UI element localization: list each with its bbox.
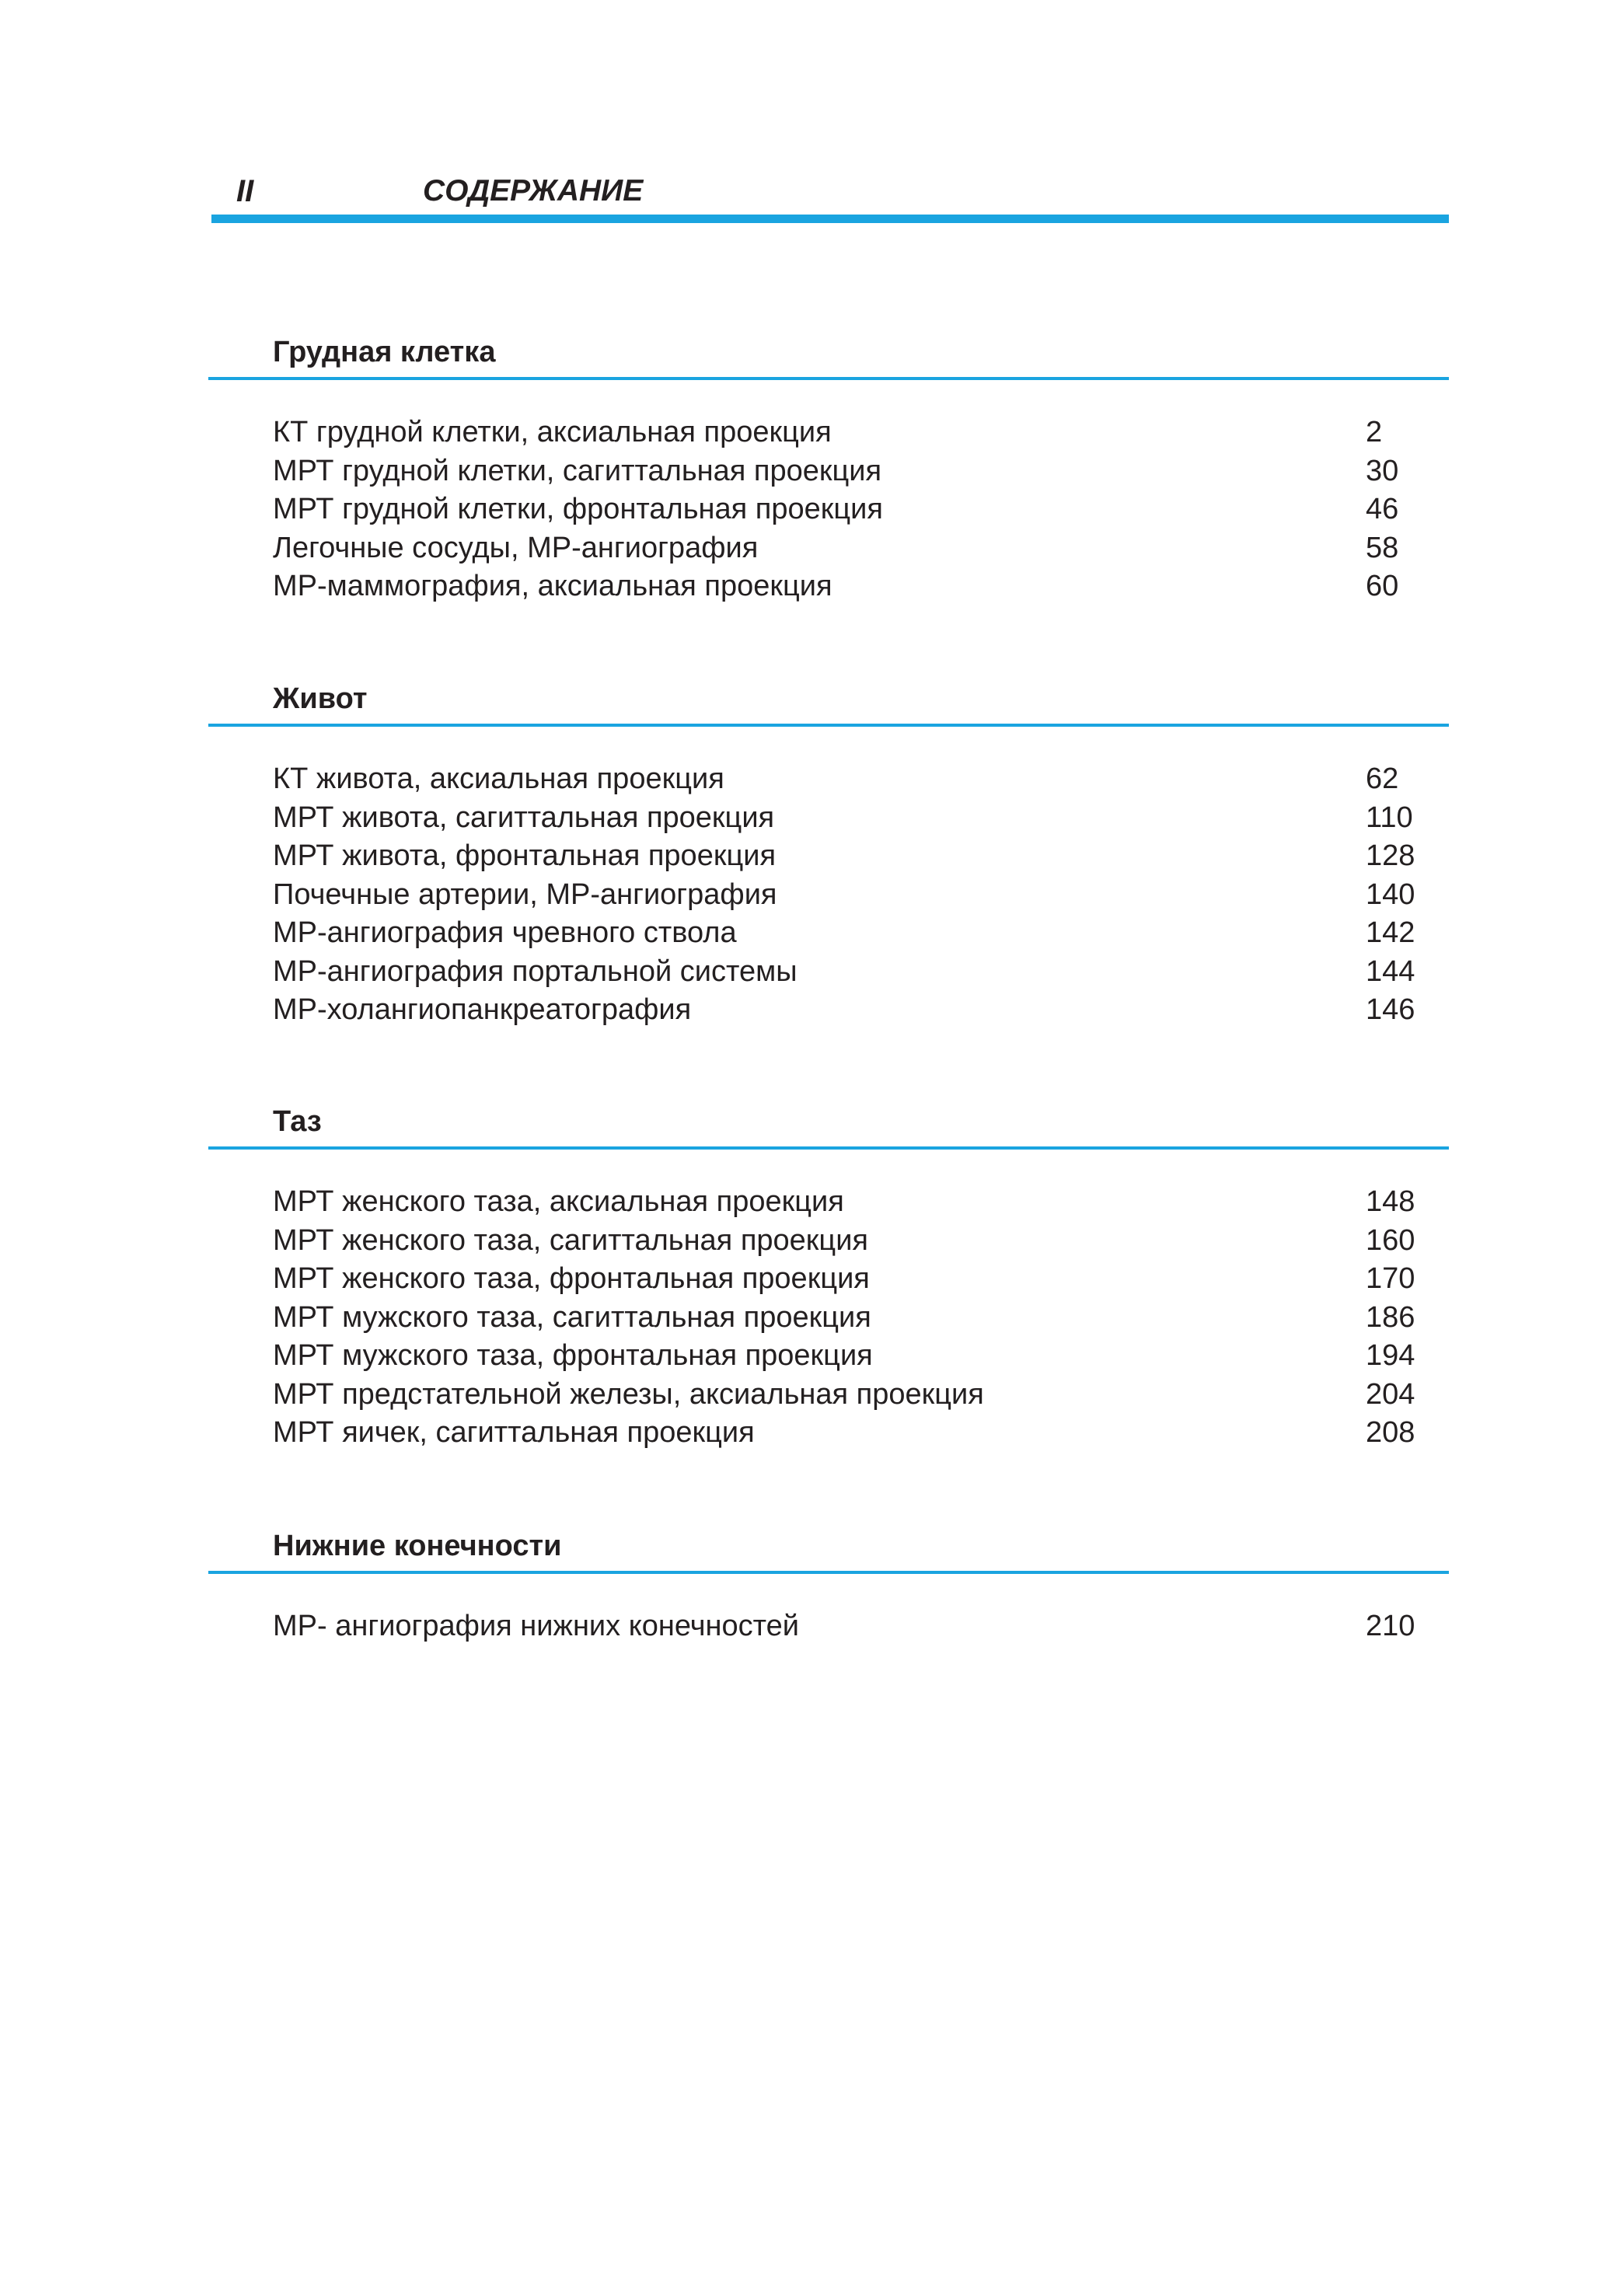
toc-entry	[208, 953, 1449, 992]
toc-section-pelvis	[208, 1102, 1449, 1453]
entry-title: МРТ предстательной железы, аксиальная проекция	[273, 1377, 984, 1411]
toc-entry	[208, 1222, 1449, 1261]
entry-title: Почечные артерии, МР-ангиография	[273, 878, 777, 911]
toc-entry	[208, 1260, 1449, 1299]
entry-title: МРТ яичек, сагиттальная проекция	[273, 1416, 755, 1449]
entry-title: МР-маммография, аксиальная проекция	[273, 570, 832, 602]
section-title: Нижние конечности	[273, 1530, 562, 1562]
entry-page: 46	[1366, 493, 1399, 525]
entry-title: МР- ангиография нижних конечностей	[273, 1610, 800, 1642]
toc-entry	[208, 799, 1449, 838]
toc-entry	[208, 914, 1449, 953]
entry-title: МРТ мужского таза, фронтальная проекция	[273, 1339, 873, 1372]
toc-entry	[208, 991, 1449, 1030]
entry-page: 210	[1366, 1610, 1415, 1642]
toc-entry	[208, 1337, 1449, 1376]
entry-title: МРТ женского таза, аксиальная проекция	[273, 1185, 844, 1218]
toc-entry	[208, 1299, 1449, 1338]
entry-page: 148	[1366, 1185, 1415, 1218]
header-rule	[211, 215, 1449, 223]
entry-page: 186	[1366, 1300, 1415, 1334]
toc-entry	[208, 760, 1449, 799]
entry-title: МРТ живота, сагиттальная проекция	[273, 801, 775, 834]
entry-page: 208	[1366, 1416, 1415, 1449]
section-rule	[208, 377, 1449, 380]
toc-entry	[208, 1607, 1449, 1646]
entry-page: 140	[1366, 878, 1415, 911]
entry-page: 30	[1366, 454, 1399, 487]
toc-entries	[208, 413, 1449, 606]
entry-title: МР-холангиопанкреатография	[273, 993, 692, 1026]
entry-title: МРТ живота, фронтальная проекция	[273, 839, 777, 872]
toc-entries	[208, 1183, 1449, 1453]
entry-page: 60	[1366, 570, 1399, 602]
section-rule	[208, 1146, 1449, 1150]
entry-title: МРТ женского таза, сагиттальная проекция	[273, 1223, 868, 1257]
section-rule	[208, 1571, 1449, 1574]
page-title: СОДЕРЖАНИЕ	[423, 174, 644, 208]
entry-page: 128	[1366, 839, 1415, 872]
toc-entry	[208, 452, 1449, 491]
toc-entry	[208, 490, 1449, 529]
entry-title: МРТ женского таза, фронтальная проекция	[273, 1262, 870, 1295]
entry-page: 58	[1366, 531, 1399, 564]
entry-page: 110	[1366, 801, 1413, 834]
entry-title: МР-ангиография чревного ствола	[273, 916, 737, 949]
entry-page: 62	[1366, 762, 1399, 795]
entry-page: 142	[1366, 916, 1415, 949]
entry-page: 146	[1366, 993, 1415, 1026]
toc-entry	[208, 837, 1449, 876]
page-header	[211, 171, 1449, 227]
section-title: Таз	[273, 1105, 322, 1138]
entry-title: МР-ангиография портальной системы	[273, 954, 798, 988]
entry-title: МРТ мужского таза, сагиттальная проекция	[273, 1300, 871, 1334]
entry-page: 144	[1366, 954, 1415, 988]
toc-section-lower-limbs	[208, 1527, 1449, 1646]
entry-page: 194	[1366, 1339, 1415, 1372]
page-number: II	[236, 174, 254, 208]
section-title: Живот	[273, 682, 368, 715]
toc-section-abdomen	[208, 679, 1449, 1030]
section-rule	[208, 724, 1449, 727]
toc-entry	[208, 1376, 1449, 1415]
entry-title: Легочные сосуды, МР-ангиография	[273, 531, 759, 564]
toc-entry	[208, 1183, 1449, 1222]
entry-title: КТ грудной клетки, аксиальная проекция	[273, 416, 832, 448]
entry-title: КТ живота, аксиальная проекция	[273, 762, 724, 795]
toc-entries	[208, 1607, 1449, 1646]
toc-section-chest	[208, 333, 1449, 606]
entry-page: 204	[1366, 1377, 1415, 1411]
entry-page: 160	[1366, 1223, 1415, 1257]
entry-title: МРТ грудной клетки, фронтальная проекция	[273, 493, 883, 525]
entry-title: МРТ грудной клетки, сагиттальная проекция	[273, 454, 882, 487]
toc-entries	[208, 760, 1449, 1030]
section-title: Грудная клетка	[273, 336, 496, 368]
toc-entry	[208, 876, 1449, 915]
entry-page: 170	[1366, 1262, 1415, 1295]
toc-entry	[208, 567, 1449, 606]
entry-page: 2	[1366, 416, 1383, 448]
toc-entry	[208, 413, 1449, 452]
toc-entry	[208, 1414, 1449, 1453]
toc-entry	[208, 529, 1449, 568]
